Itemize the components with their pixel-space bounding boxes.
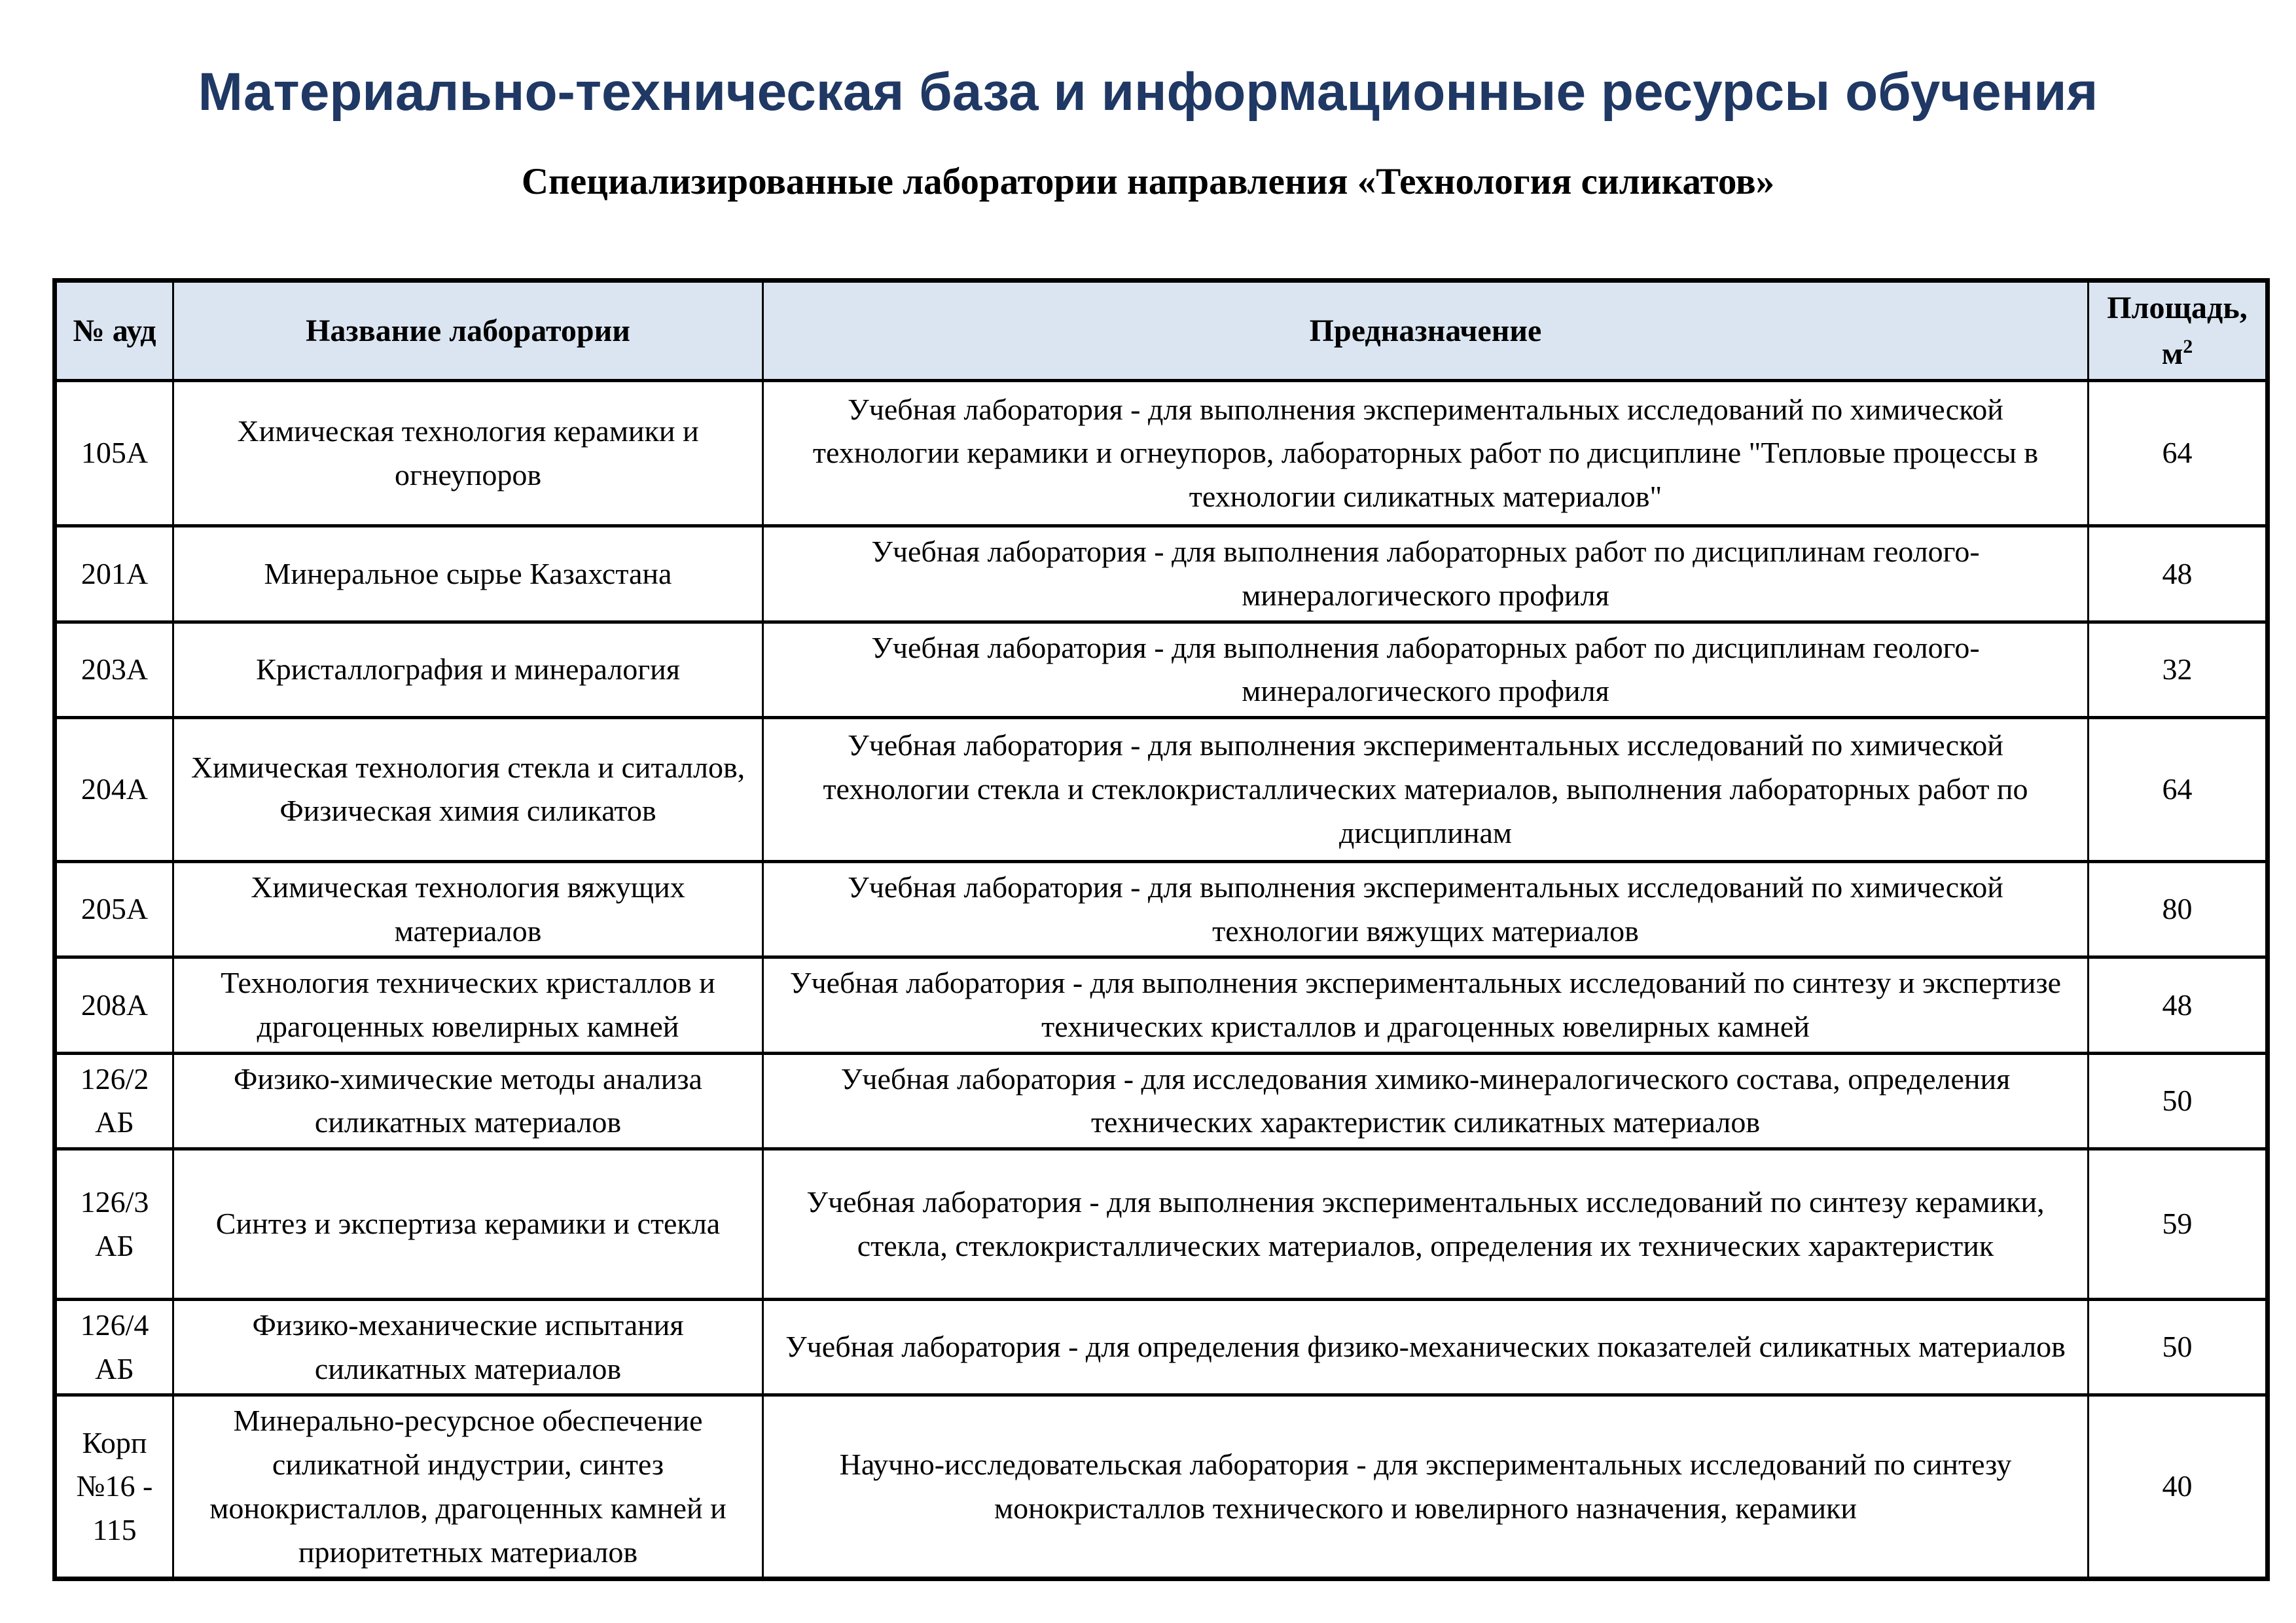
purpose-cell: Учебная лаборатория - для выполнения лабораторных работ по дисциплинам геолого-минералогического профиля xyxy=(763,622,2089,717)
table-row xyxy=(55,381,2268,526)
area-cell: 40 xyxy=(2089,1395,2268,1579)
room-cell: 203А xyxy=(55,622,173,717)
page-subtitle: Специализированные лаборатории направления «Технология силикатов» xyxy=(521,161,1775,202)
purpose-cell: Учебная лаборатория - для выполнения лабораторных работ по дисциплинам геолого-минералогического профиля xyxy=(763,526,2089,622)
area-cell: 64 xyxy=(2089,381,2268,526)
lab-name-cell: Синтез и экспертиза керамики и стекла xyxy=(173,1149,763,1300)
table-header-row xyxy=(55,281,2268,381)
area-cell: 50 xyxy=(2089,1300,2268,1395)
area-cell: 48 xyxy=(2089,957,2268,1053)
lab-name-cell: Минеральное сырье Казахстана xyxy=(173,526,763,622)
lab-name-cell: Химическая технология стекла и ситаллов, Физическая химия силикатов xyxy=(173,717,763,861)
room-cell: 126/4 АБ xyxy=(55,1300,173,1395)
area-cell: 80 xyxy=(2089,861,2268,957)
lab-name-cell: Физико-химические методы анализа силикатных материалов xyxy=(173,1053,763,1149)
labs-table xyxy=(52,278,2270,1581)
purpose-cell: Учебная лаборатория - для выполнения экспериментальных исследований по синтезу и экспертизе технических кристаллов и драгоценных ювелирных камней xyxy=(763,957,2089,1053)
room-cell: 205А xyxy=(55,861,173,957)
purpose-cell: Учебная лаборатория - для выполнения экспериментальных исследований по химической технологии керамики и огнеупоров, лабораторных работ по дисциплине "Тепловые процессы в технологии силикатных материалов" xyxy=(763,381,2089,526)
lab-name-cell: Кристаллография и минералогия xyxy=(173,622,763,717)
room-cell: 105А xyxy=(55,381,173,526)
table-row xyxy=(55,1395,2268,1579)
room-cell: 204А xyxy=(55,717,173,861)
purpose-cell: Учебная лаборатория - для определения физико-механических показателей силикатных материалов xyxy=(763,1300,2089,1395)
purpose-cell: Учебная лаборатория - для выполнения экспериментальных исследований по химической технологии вяжущих материалов xyxy=(763,861,2089,957)
col-header-area xyxy=(2089,281,2268,381)
table-row xyxy=(55,1149,2268,1300)
page-title: Материально-техническая база и информационные ресурсы обучения xyxy=(198,62,2098,122)
room-cell: 201А xyxy=(55,526,173,622)
table-row xyxy=(55,861,2268,957)
table-row xyxy=(55,622,2268,717)
lab-name-cell: Химическая технология керамики и огнеупоров xyxy=(173,381,763,526)
col-header-room: № ауд xyxy=(55,281,173,381)
room-cell: Корп №16 - 115 xyxy=(55,1395,173,1579)
table-row xyxy=(55,717,2268,861)
table-row xyxy=(55,1300,2268,1395)
room-cell: 208А xyxy=(55,957,173,1053)
col-header-purpose: Предназначение xyxy=(763,281,2089,381)
table-row xyxy=(55,957,2268,1053)
area-cell: 59 xyxy=(2089,1149,2268,1300)
table-row xyxy=(55,1053,2268,1149)
purpose-cell: Учебная лаборатория - для исследования химико-минералогического состава, определения технических характеристик силикатных материалов xyxy=(763,1053,2089,1149)
area-cell: 48 xyxy=(2089,526,2268,622)
purpose-cell: Учебная лаборатория - для выполнения экспериментальных исследований по синтезу керамики, стекла, стеклокристаллических материалов, определения их технических характеристик xyxy=(763,1149,2089,1300)
purpose-cell: Научно-исследовательская лаборатория - для экспериментальных исследований по синтезу монокристаллов технического и ювелирного назначения, керамики xyxy=(763,1395,2089,1579)
area-header-unit: м xyxy=(2161,336,2183,371)
lab-name-cell: Физико-механические испытания силикатных материалов xyxy=(173,1300,763,1395)
lab-name-cell: Технология технических кристаллов и драгоценных ювелирных камней xyxy=(173,957,763,1053)
room-cell: 126/2 АБ xyxy=(55,1053,173,1149)
table-row xyxy=(55,526,2268,622)
area-cell: 32 xyxy=(2089,622,2268,717)
purpose-cell: Учебная лаборатория - для выполнения экспериментальных исследований по химической технологии стекла и стеклокристаллических материалов, выполнения лабораторных работ по дисциплинам xyxy=(763,717,2089,861)
area-cell: 50 xyxy=(2089,1053,2268,1149)
room-cell: 126/3 АБ xyxy=(55,1149,173,1300)
area-header-unit-sup: 2 xyxy=(2183,335,2193,357)
area-cell: 64 xyxy=(2089,717,2268,861)
col-header-lab-name: Название лаборатории xyxy=(173,281,763,381)
lab-name-cell: Химическая технология вяжущих материалов xyxy=(173,861,763,957)
lab-name-cell: Минерально-ресурсное обеспечение силикатной индустрии, синтез монокристаллов, драгоценных камней и приоритетных материалов xyxy=(173,1395,763,1579)
area-header-word: Площадь, xyxy=(2107,291,2248,325)
